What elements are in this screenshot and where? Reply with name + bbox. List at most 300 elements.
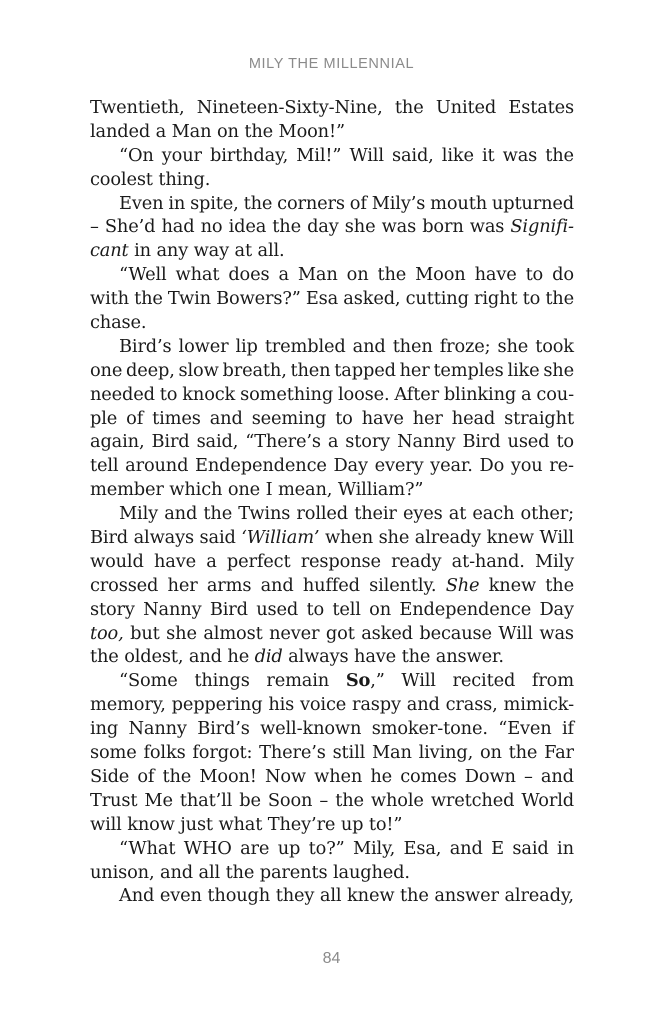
word: seeming bbox=[251, 407, 327, 429]
text-line bbox=[90, 884, 574, 908]
word: living, bbox=[418, 742, 474, 764]
word: the bbox=[545, 144, 574, 166]
word: year. bbox=[430, 455, 473, 477]
word: born bbox=[422, 216, 464, 238]
word: to bbox=[306, 598, 325, 620]
word: you bbox=[510, 455, 543, 477]
word: then bbox=[290, 359, 331, 381]
text-line bbox=[90, 192, 574, 216]
word: Day bbox=[539, 598, 574, 620]
word: she bbox=[344, 216, 376, 238]
text-line bbox=[90, 311, 574, 335]
word: never bbox=[269, 622, 320, 644]
word: tell bbox=[332, 598, 361, 620]
word: that’ll bbox=[179, 789, 233, 811]
word: blinking bbox=[443, 383, 517, 405]
word: a bbox=[521, 383, 532, 405]
word: Bird bbox=[151, 431, 190, 453]
word: recited bbox=[452, 670, 516, 692]
word: Far bbox=[544, 742, 574, 764]
word: their bbox=[354, 503, 397, 525]
word: smoker-tone. bbox=[371, 718, 488, 740]
word: asked, bbox=[343, 288, 401, 310]
word: answer bbox=[434, 885, 499, 907]
word: in bbox=[134, 240, 151, 262]
text-line bbox=[90, 120, 574, 144]
word: answer. bbox=[435, 646, 504, 668]
text-line bbox=[90, 837, 574, 861]
word: to bbox=[525, 264, 544, 286]
word: mouth bbox=[430, 192, 487, 214]
word: eyes bbox=[402, 503, 443, 525]
word: when bbox=[314, 765, 363, 787]
word: on bbox=[216, 120, 239, 142]
word: it bbox=[481, 144, 495, 166]
word: There’s bbox=[259, 742, 326, 764]
word: the bbox=[335, 789, 364, 811]
text-line bbox=[90, 789, 574, 813]
word: WHO bbox=[183, 837, 232, 859]
word: a bbox=[278, 264, 289, 286]
word: right bbox=[473, 288, 518, 310]
word: the bbox=[545, 574, 574, 596]
word: any bbox=[156, 240, 189, 262]
word: all bbox=[319, 885, 342, 907]
word: Mily’s bbox=[371, 192, 426, 214]
word: but bbox=[130, 622, 160, 644]
word: would bbox=[90, 550, 144, 572]
word: lower bbox=[178, 335, 229, 357]
word: did bbox=[254, 646, 283, 668]
word: too, bbox=[90, 622, 124, 644]
word: – bbox=[524, 765, 533, 787]
word: on bbox=[479, 742, 502, 764]
word: was bbox=[381, 216, 417, 238]
word: arms bbox=[206, 574, 252, 596]
word: and bbox=[160, 861, 193, 883]
word: and bbox=[449, 837, 483, 859]
word: no bbox=[200, 216, 223, 238]
text-line bbox=[90, 813, 574, 837]
word: she bbox=[378, 527, 410, 549]
word: the bbox=[90, 646, 119, 668]
word: memory, bbox=[90, 694, 166, 716]
word: deep, bbox=[126, 359, 175, 381]
word: of bbox=[137, 765, 155, 787]
word: Will bbox=[349, 144, 384, 166]
word: the bbox=[243, 192, 273, 214]
text-line bbox=[90, 693, 574, 717]
word: always bbox=[288, 646, 349, 668]
word: in bbox=[557, 837, 574, 859]
word: knew bbox=[486, 527, 534, 549]
word: they bbox=[275, 885, 315, 907]
word: do bbox=[552, 264, 574, 286]
word: Mily, bbox=[352, 837, 396, 859]
word: huffed bbox=[302, 574, 360, 596]
text-line bbox=[90, 454, 574, 478]
word: ple bbox=[90, 407, 118, 429]
word: crass, bbox=[445, 694, 498, 716]
word: story bbox=[345, 431, 391, 453]
word: loose. bbox=[337, 383, 390, 405]
word: every bbox=[374, 455, 424, 477]
word: already, bbox=[504, 885, 574, 907]
word: and bbox=[260, 574, 294, 596]
word: Do bbox=[479, 455, 505, 477]
word: with bbox=[90, 288, 129, 310]
word: temples bbox=[433, 359, 504, 381]
word: Signifi- bbox=[510, 216, 574, 238]
word: said, bbox=[391, 144, 434, 166]
word: Moon!” bbox=[278, 120, 345, 142]
word: voice bbox=[299, 694, 347, 716]
word: something bbox=[240, 383, 334, 405]
word: and bbox=[164, 503, 198, 525]
word: – bbox=[90, 216, 99, 238]
word: things bbox=[194, 670, 250, 692]
word: again, bbox=[90, 431, 145, 453]
word: Twin bbox=[167, 288, 211, 310]
word: Will bbox=[498, 622, 533, 644]
word: a bbox=[327, 431, 339, 453]
word: does bbox=[228, 264, 270, 286]
word: what bbox=[218, 813, 263, 835]
word: thing. bbox=[158, 168, 211, 190]
word: the bbox=[244, 120, 273, 142]
word: laughed. bbox=[332, 861, 410, 883]
word: World bbox=[521, 789, 574, 811]
word: already bbox=[414, 527, 482, 549]
word: his bbox=[268, 694, 295, 716]
word: to bbox=[159, 383, 178, 405]
word: she bbox=[543, 359, 574, 381]
text-line bbox=[90, 144, 574, 168]
word: response bbox=[300, 550, 381, 572]
word: Bird’s bbox=[119, 335, 172, 357]
text-line bbox=[90, 263, 574, 287]
word: landed bbox=[90, 120, 151, 142]
word: Bird’s bbox=[197, 718, 250, 740]
word: knew bbox=[488, 574, 537, 596]
word: lip bbox=[235, 335, 258, 357]
word: took bbox=[535, 335, 574, 357]
text-line bbox=[90, 861, 574, 885]
word: Endependence bbox=[195, 455, 327, 477]
word: They’re bbox=[267, 813, 336, 835]
text-line bbox=[90, 430, 574, 454]
word: parents bbox=[259, 861, 328, 883]
word: unison, bbox=[90, 861, 155, 883]
word: around bbox=[125, 455, 189, 477]
word: was bbox=[502, 144, 538, 166]
running-head: MILY THE MILLENNIAL bbox=[248, 56, 415, 72]
word: So,” bbox=[345, 670, 385, 692]
word: when bbox=[324, 527, 374, 549]
text-line bbox=[90, 502, 574, 526]
word: said, bbox=[196, 431, 239, 453]
word: was bbox=[539, 622, 574, 644]
word: chase. bbox=[90, 312, 147, 334]
word: in bbox=[168, 192, 186, 214]
text-line bbox=[90, 669, 574, 693]
word: all. bbox=[257, 240, 285, 262]
word: a bbox=[155, 120, 167, 142]
word: had bbox=[161, 216, 195, 238]
word: E bbox=[491, 837, 504, 859]
word: peppering bbox=[171, 694, 263, 716]
text-line bbox=[90, 741, 574, 765]
word: and bbox=[540, 765, 574, 787]
word: what bbox=[175, 264, 220, 286]
word: times bbox=[152, 407, 201, 429]
word: the bbox=[545, 288, 574, 310]
word: Me bbox=[144, 789, 173, 811]
word: still bbox=[332, 742, 366, 764]
word: way bbox=[193, 240, 230, 262]
word: tell bbox=[90, 455, 119, 477]
word: and bbox=[352, 335, 386, 357]
text-line bbox=[90, 598, 574, 622]
word: the bbox=[134, 288, 163, 310]
word: like bbox=[441, 144, 474, 166]
word: and bbox=[188, 646, 222, 668]
word: story bbox=[90, 598, 135, 620]
word: the bbox=[394, 97, 424, 118]
word: the bbox=[401, 646, 431, 668]
word: breath, bbox=[222, 359, 287, 381]
word: her bbox=[412, 407, 443, 429]
word: member bbox=[90, 479, 164, 501]
word: Man bbox=[371, 742, 412, 764]
word: the bbox=[225, 861, 255, 883]
word: are bbox=[240, 837, 270, 859]
word: – bbox=[319, 789, 329, 811]
word: Twins bbox=[238, 503, 291, 525]
body-text bbox=[90, 96, 574, 908]
word: up bbox=[277, 837, 301, 859]
word: of bbox=[126, 407, 144, 429]
word: cant bbox=[90, 240, 129, 262]
word: Esa, bbox=[403, 837, 442, 859]
word: will bbox=[90, 813, 122, 835]
word: your bbox=[161, 144, 202, 166]
word: she bbox=[166, 622, 197, 644]
word: mean, bbox=[277, 479, 333, 501]
word: Even bbox=[119, 192, 164, 214]
word: needed bbox=[90, 383, 155, 405]
word: ing bbox=[90, 718, 119, 740]
word: “Well bbox=[119, 264, 167, 286]
word: and bbox=[209, 407, 243, 429]
word: to bbox=[522, 288, 541, 310]
word: Mily bbox=[119, 503, 159, 525]
word: the bbox=[203, 503, 233, 525]
word: from bbox=[531, 670, 574, 692]
word: upturned bbox=[491, 192, 574, 214]
word: to bbox=[335, 407, 353, 429]
word: And bbox=[119, 885, 155, 907]
text-line bbox=[90, 168, 574, 192]
word: perfect bbox=[226, 550, 291, 572]
word: the bbox=[272, 216, 301, 238]
text-line bbox=[90, 574, 574, 598]
word: to bbox=[556, 431, 574, 453]
word: Endependence bbox=[399, 598, 532, 620]
word: Bird bbox=[209, 598, 248, 620]
word: Nanny bbox=[143, 598, 202, 620]
text-line bbox=[90, 215, 574, 239]
word: then bbox=[392, 335, 433, 357]
word: “What bbox=[119, 837, 176, 859]
word: have bbox=[361, 407, 404, 429]
word: he bbox=[227, 646, 250, 668]
word: William?” bbox=[337, 479, 424, 501]
word: mimick- bbox=[503, 694, 574, 716]
word: She bbox=[445, 574, 480, 596]
word: one bbox=[90, 359, 123, 381]
word: After bbox=[394, 383, 439, 405]
word: he bbox=[370, 765, 393, 787]
word: on bbox=[369, 598, 392, 620]
word: cou- bbox=[536, 383, 574, 405]
word: day bbox=[307, 216, 339, 238]
word: Mil!” bbox=[296, 144, 342, 166]
word: said bbox=[199, 527, 236, 549]
word: re- bbox=[549, 455, 574, 477]
word: on bbox=[346, 264, 369, 286]
word: one bbox=[227, 479, 261, 501]
text-line bbox=[90, 335, 574, 359]
word: Man bbox=[297, 264, 338, 286]
word: the bbox=[508, 742, 538, 764]
word: Esa bbox=[305, 288, 339, 310]
word: head bbox=[451, 407, 496, 429]
word: though bbox=[207, 885, 271, 907]
word: because bbox=[419, 622, 492, 644]
text-line bbox=[90, 407, 574, 431]
word: Estates bbox=[508, 97, 574, 118]
word: folks bbox=[143, 742, 186, 764]
word: know bbox=[127, 813, 175, 835]
word: got bbox=[325, 622, 355, 644]
word: I bbox=[265, 479, 273, 501]
text-line bbox=[90, 239, 574, 263]
word: at-hand. bbox=[451, 550, 525, 572]
word: like bbox=[507, 359, 540, 381]
word: spite, bbox=[190, 192, 239, 214]
text-line bbox=[90, 765, 574, 789]
text-line bbox=[90, 359, 574, 383]
text-line bbox=[90, 645, 574, 669]
word: Moon! bbox=[199, 765, 257, 787]
word: to!” bbox=[368, 813, 403, 835]
word: trembled bbox=[264, 335, 346, 357]
word: have bbox=[474, 264, 517, 286]
word: Side bbox=[90, 765, 130, 787]
word: at bbox=[234, 240, 252, 262]
word: other; bbox=[520, 503, 574, 525]
word: Will bbox=[539, 527, 574, 549]
word: used bbox=[507, 431, 550, 453]
word: oldest, bbox=[124, 646, 184, 668]
word: Moon bbox=[415, 264, 466, 286]
text-line bbox=[90, 96, 574, 120]
word: Day bbox=[333, 455, 368, 477]
word: just bbox=[180, 813, 213, 835]
word: Bird bbox=[90, 527, 129, 549]
word: rolled bbox=[296, 503, 349, 525]
word: Bowers?” bbox=[216, 288, 301, 310]
word: comes bbox=[400, 765, 457, 787]
word: “There’s bbox=[245, 431, 321, 453]
word: tapped bbox=[334, 359, 396, 381]
word: the bbox=[162, 765, 192, 787]
word: was bbox=[469, 216, 505, 238]
word: some bbox=[90, 742, 137, 764]
word: Twentieth, bbox=[90, 97, 185, 118]
word: have bbox=[153, 550, 196, 572]
word: at bbox=[448, 503, 467, 525]
word: she bbox=[497, 335, 529, 357]
word: “Even bbox=[498, 718, 552, 740]
word: Man bbox=[171, 120, 212, 142]
word: Trust bbox=[90, 789, 138, 811]
word: used bbox=[256, 598, 299, 620]
word: each bbox=[472, 503, 515, 525]
text-line bbox=[90, 717, 574, 741]
word: wretched bbox=[430, 789, 515, 811]
word: She’d bbox=[104, 216, 156, 238]
word: Down bbox=[464, 765, 516, 787]
word: asked bbox=[361, 622, 413, 644]
text-line bbox=[90, 550, 574, 574]
page-number: 84 bbox=[322, 950, 341, 967]
word: almost bbox=[203, 622, 263, 644]
word: cutting bbox=[405, 288, 469, 310]
word: ready bbox=[391, 550, 442, 572]
word: idea bbox=[228, 216, 267, 238]
bold-word: So bbox=[345, 670, 371, 692]
word: well-known bbox=[260, 718, 362, 740]
word: whole bbox=[370, 789, 424, 811]
word: even bbox=[159, 885, 202, 907]
word: froze; bbox=[439, 335, 491, 357]
word: of bbox=[349, 192, 367, 214]
word: crossed bbox=[90, 574, 159, 596]
text-line bbox=[90, 478, 574, 502]
word: have bbox=[354, 646, 397, 668]
word: remain bbox=[266, 670, 330, 692]
text-line bbox=[90, 526, 574, 550]
word: “Some bbox=[119, 670, 178, 692]
word: birthday, bbox=[210, 144, 289, 166]
word: Nineteen-Sixty-Nine, bbox=[196, 97, 383, 118]
word: to?” bbox=[308, 837, 345, 859]
word: Mily bbox=[534, 550, 574, 572]
word: knock bbox=[182, 383, 236, 405]
word: Bird bbox=[462, 431, 501, 453]
word: United bbox=[435, 97, 497, 118]
word: straight bbox=[504, 407, 574, 429]
word: Soon bbox=[267, 789, 313, 811]
word: ‘William’ bbox=[241, 527, 320, 549]
word: Nanny bbox=[128, 718, 187, 740]
word: if bbox=[561, 718, 574, 740]
word: raspy bbox=[352, 694, 401, 716]
word: Nanny bbox=[397, 431, 456, 453]
word: all bbox=[198, 861, 221, 883]
